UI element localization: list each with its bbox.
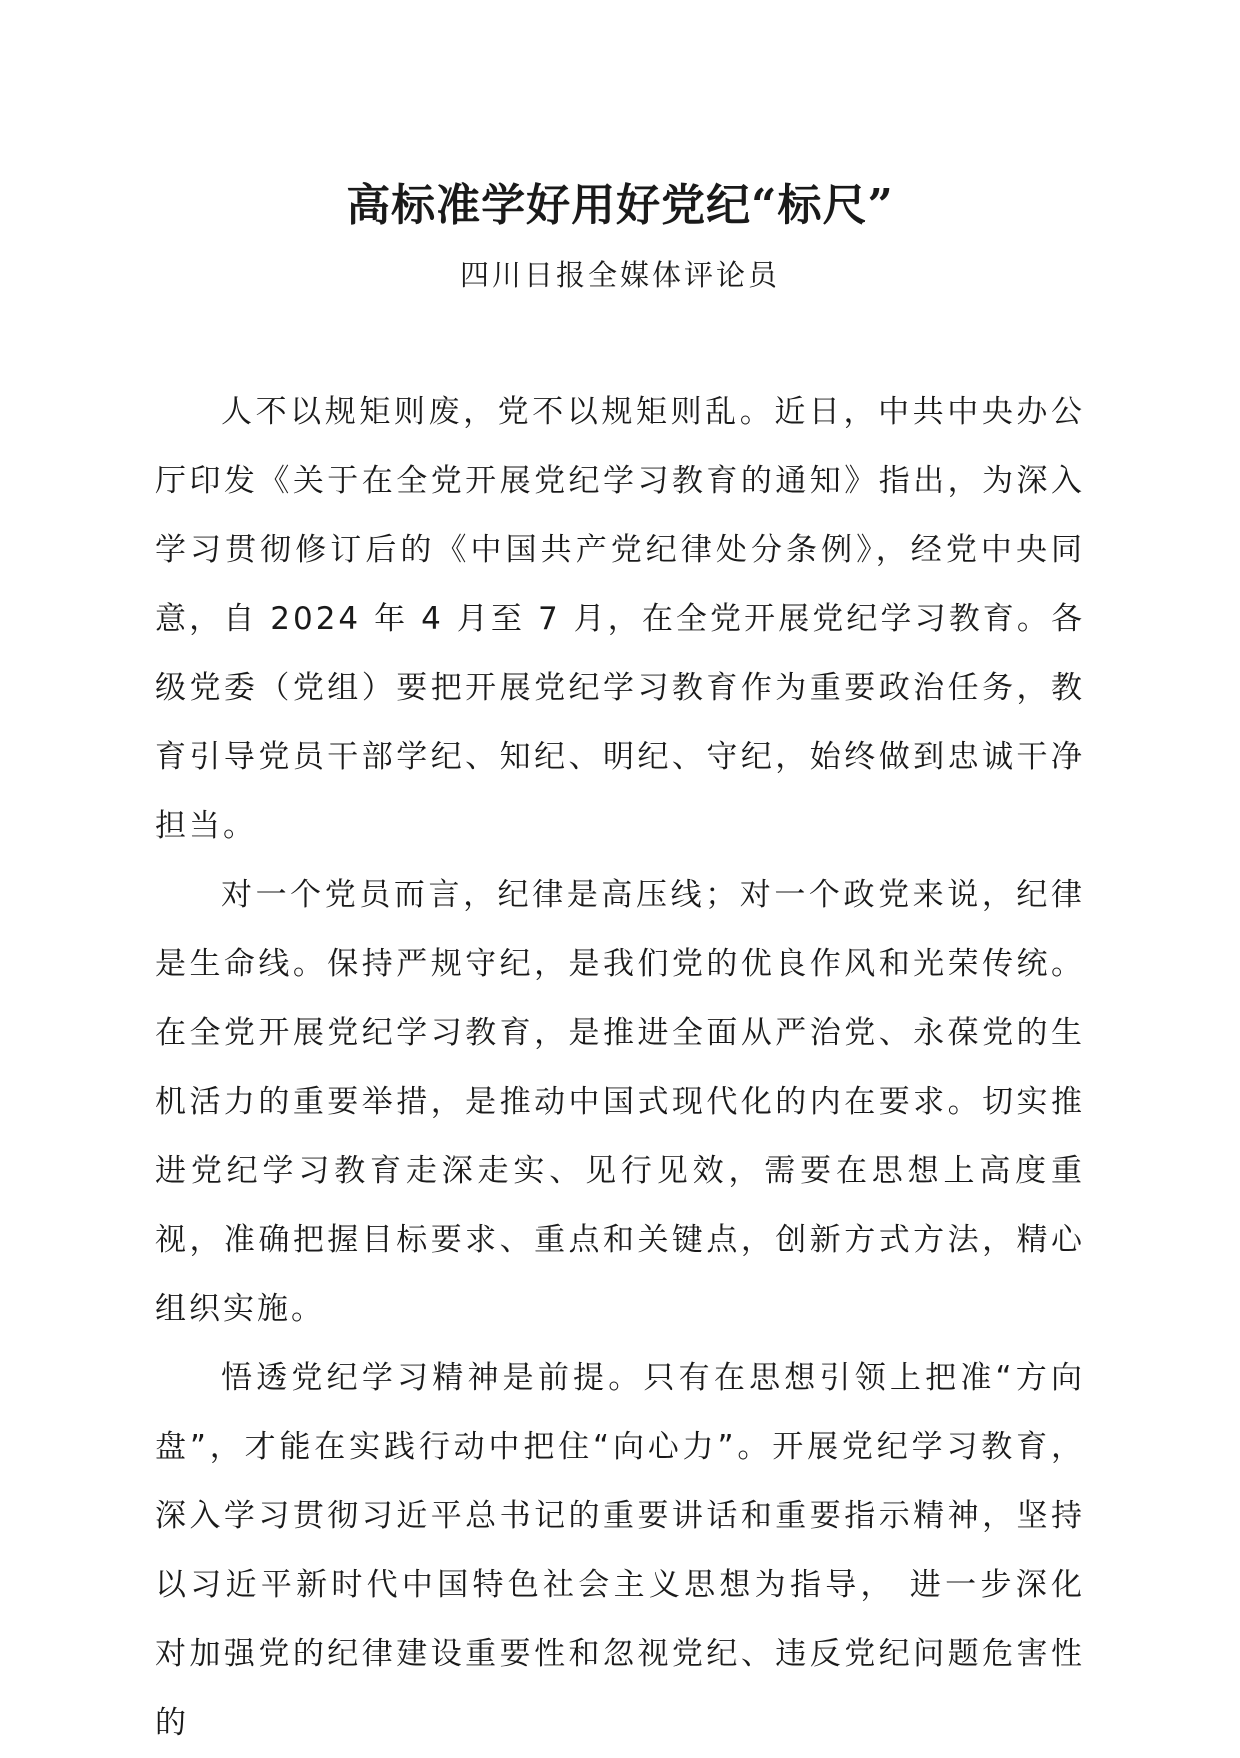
paragraph: 人不以规矩则废，党不以规矩则乱。近日，中共中央办公厅印发《关于在全党开展党纪学习教育的通知》指出，为深入学习贯彻修订后的《中国共产党纪律处分条例》，经党中央同意，自 2024 年 4 月至 7 月，在全党开展党纪学习教育。各级党委（党组）要把开展党纪学习教育作为重要政治任务，教育引导党员干部学纪、知纪、明纪、守纪，始终做到忠诚干净担当。 [155,394,1085,844]
article-title: 高标准学好用好党纪“标尺” [346,180,894,231]
paragraph: 对一个党员而言，纪律是高压线；对一个政党来说，纪律是生命线。保持严规守纪，是我们党的优良作风和光荣传统。在全党开展党纪学习教育，是推进全面从严治党、永葆党的生机活力的重要举措，是推动中国式现代化的内在要求。切实推进党纪学习教育走深走实、见行见效，需要在思想上高度重视，准确把握目标要求、重点和关键点，创新方式方法，精心组织实施。 [155,877,1085,1327]
paragraph: 悟透党纪学习精神是前提。只有在思想引领上把准“方向盘”，才能在实践行动中把住“向心力”。开展党纪学习教育，深入学习贯彻习近平总书记的重要讲话和重要指示精神，坚持以习近平新时代中国特色社会主义思想为指导， 进一步深化对加强党的纪律建设重要性和忽视党纪、违反党纪问题危害性的 [155,1360,1085,1741]
article-body [155,378,1085,1758]
article-byline: 四川日报全媒体评论员 [459,258,780,292]
